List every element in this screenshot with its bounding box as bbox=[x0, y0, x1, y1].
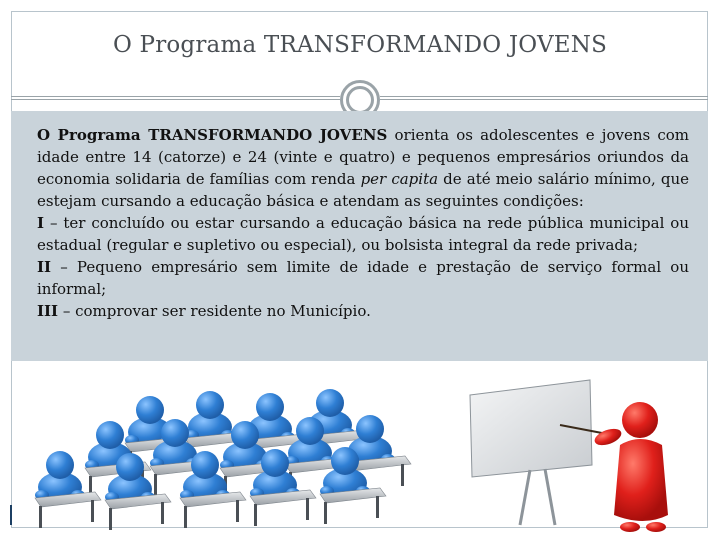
condition-3-number: III bbox=[37, 302, 59, 320]
frame-edge-accent bbox=[10, 505, 12, 525]
body-text bbox=[37, 124, 689, 322]
intro-program-name: O Programa TRANSFORMANDO JOVENS bbox=[37, 126, 388, 144]
condition-1-text: – ter concluído ou estar cursando a educação básica na rede pública municipal ou estadual (regular e supletivo ou especial), ou bolsista integral da rede privada; bbox=[37, 214, 689, 254]
condition-item-1 bbox=[37, 212, 689, 256]
condition-2-number: II bbox=[37, 258, 52, 276]
presentation-board bbox=[470, 380, 592, 525]
condition-item-3 bbox=[37, 300, 689, 322]
student-row-front bbox=[35, 447, 386, 530]
condition-1-number: I bbox=[37, 214, 45, 232]
title-divider-left bbox=[11, 96, 340, 97]
intro-italic: per capita bbox=[360, 170, 439, 188]
title-divider-left-lower bbox=[11, 99, 340, 100]
slide-title: O Programa TRANSFORMANDO JOVENS bbox=[112, 32, 608, 58]
classroom-illustration bbox=[0, 365, 720, 540]
condition-3-text: – comprovar ser residente no Município. bbox=[58, 302, 371, 320]
title-divider-right bbox=[380, 96, 708, 97]
intro-text-b: de até meio salário mínimo, que estejam cursando a educação básica e atendam as seguintes condições: bbox=[37, 170, 689, 210]
intro-paragraph bbox=[37, 124, 689, 212]
title-divider-right-lower bbox=[380, 99, 708, 100]
condition-2-text: – Pequeno empresário sem limite de idade e prestação de serviço formal ou informal; bbox=[37, 258, 689, 298]
intro-text-a: orienta os adolescentes e jovens com idade entre 14 (catorze) e 24 (vinte e quatro) e pequenos empresários oriundos da economia solidaria de famílias com renda bbox=[37, 126, 690, 188]
condition-item-2 bbox=[37, 256, 689, 300]
